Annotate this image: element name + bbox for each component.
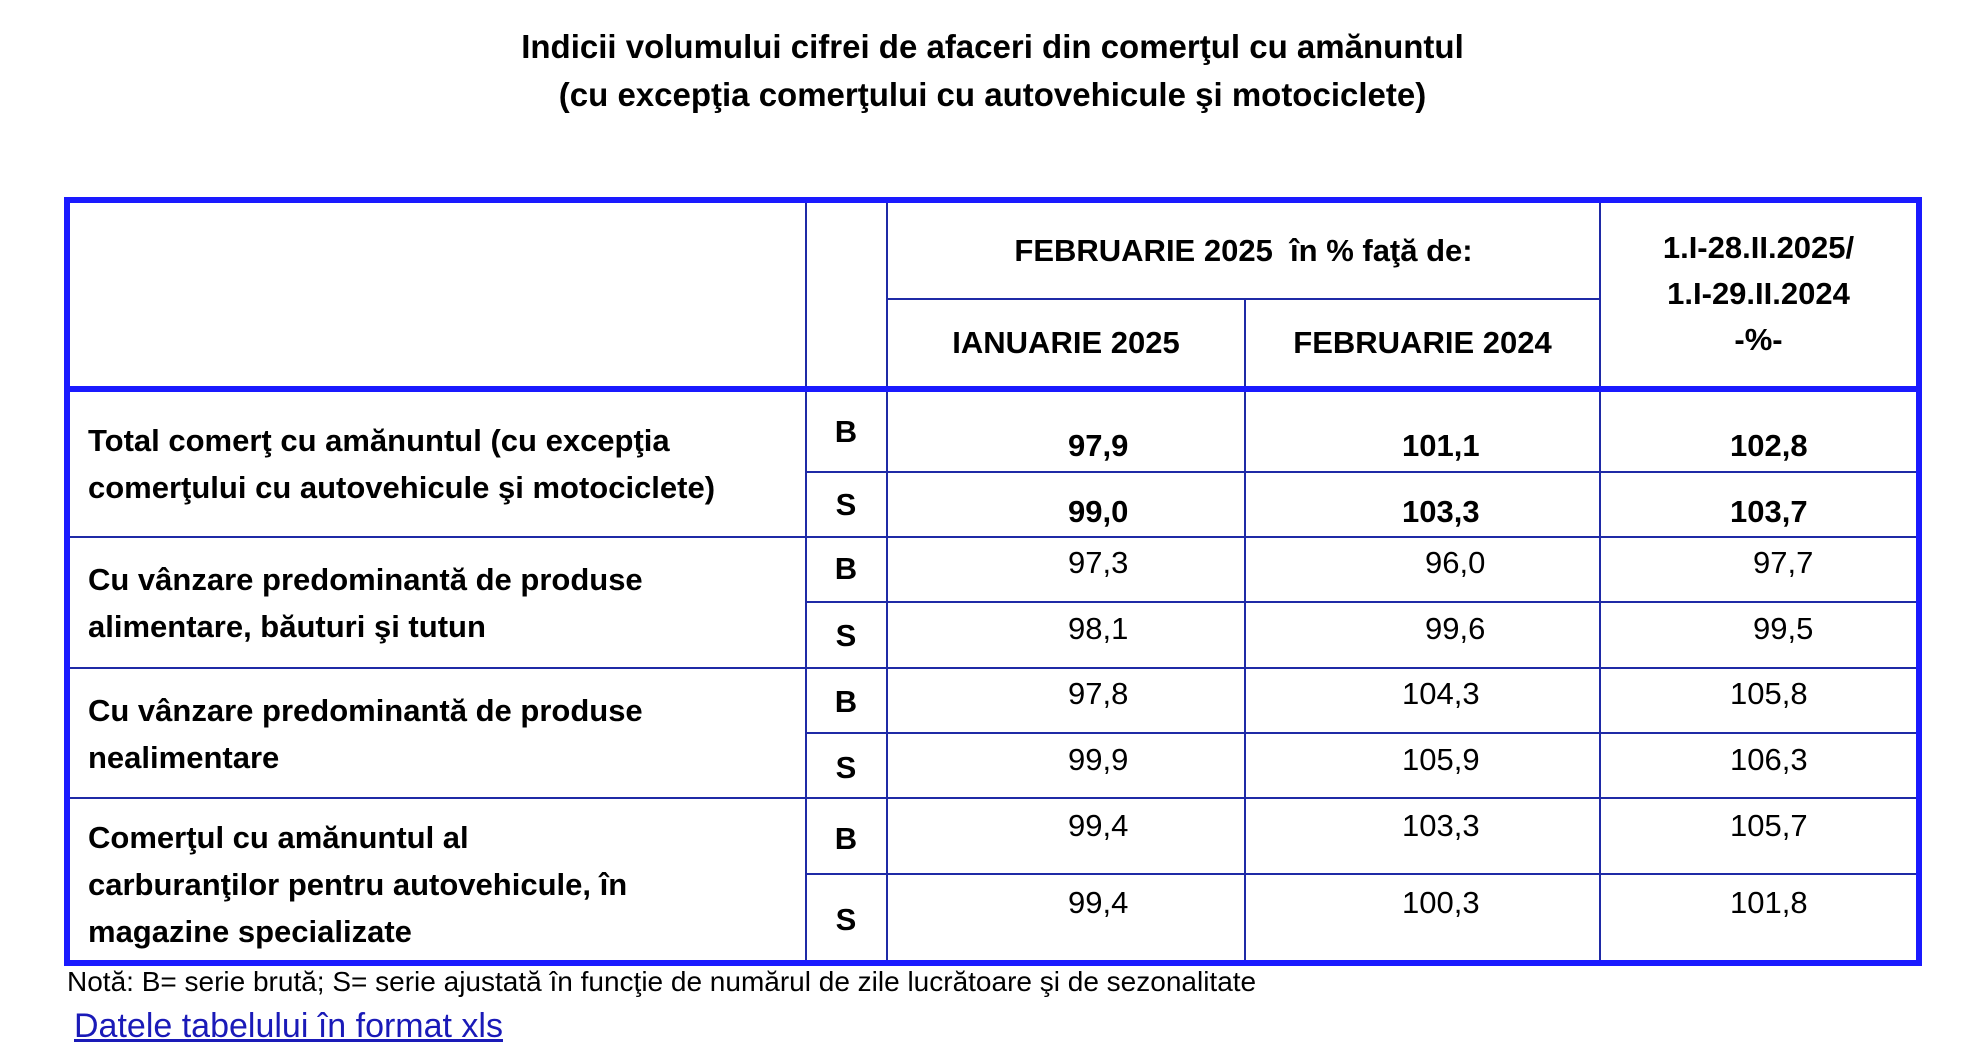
value-cell: 105,9: [1402, 742, 1480, 777]
value-cell: 101,1: [1402, 428, 1480, 463]
header-cumulative-line3: -%-: [1734, 322, 1783, 357]
footnote: Notă: B= serie brută; S= serie ajustată în funcţie de numărul de zile lucrătoare şi de sezonalitate: [67, 966, 1257, 997]
header-body-divider: [70, 386, 1916, 392]
header-col-ianuarie-2025: IANUARIE 2025: [952, 325, 1180, 360]
table-title-line1: Indicii volumului cifrei de afaceri din comerţul cu amănuntul: [521, 28, 1464, 65]
flag-s: S: [835, 902, 857, 937]
value-cell: 98,1: [1068, 611, 1129, 646]
value-cell: 96,0: [1425, 545, 1486, 580]
value-cell: 103,3: [1402, 808, 1480, 843]
value-cell: 103,7: [1730, 494, 1808, 529]
header-col-februarie-2024: FEBRUARIE 2024: [1293, 325, 1552, 360]
flag-b: B: [834, 414, 858, 449]
value-cell: 99,4: [1068, 885, 1129, 920]
flag-b: B: [834, 684, 858, 719]
row-label-alimentare: [88, 556, 808, 650]
label-line: nealimentare: [88, 740, 280, 775]
row4-split: [805, 873, 1916, 875]
value-cell: 102,8: [1730, 428, 1808, 463]
table-title-line2: (cu excepţia comerţului cu autovehicule şi motociclete): [558, 76, 1427, 113]
row-label-carburanti: [88, 814, 808, 955]
value-cell: 99,5: [1753, 611, 1814, 646]
row3-split: [805, 732, 1916, 734]
label-line: Cu vânzare predominantă de produse: [88, 693, 643, 728]
row3-bottom: [70, 797, 1916, 799]
value-cell: 101,8: [1730, 885, 1808, 920]
value-cell: 99,4: [1068, 808, 1129, 843]
label-line: Cu vânzare predominantă de produse: [88, 562, 643, 597]
value-cell: 106,3: [1730, 742, 1808, 777]
header-col-cumulative: [1601, 225, 1916, 363]
value-cell: 97,9: [1068, 428, 1129, 463]
row1-bottom: [70, 536, 1916, 538]
value-cell: 97,7: [1753, 545, 1814, 580]
value-cell: 97,3: [1068, 545, 1129, 580]
value-cell: 100,3: [1402, 885, 1480, 920]
value-cell: 99,0: [1068, 494, 1129, 529]
value-cell: 105,7: [1730, 808, 1808, 843]
col-divider-c1-c2: [1244, 298, 1246, 960]
flag-s: S: [835, 487, 857, 522]
row1-split: [805, 471, 1916, 473]
label-line: alimentare, băuturi şi tutun: [88, 609, 486, 644]
value-cell: 103,3: [1402, 494, 1480, 529]
value-cell: 99,9: [1068, 742, 1129, 777]
header-cumulative-line2: 1.I-29.II.2024: [1667, 276, 1850, 311]
flag-b: B: [834, 551, 858, 586]
flag-b: B: [834, 821, 858, 856]
value-cell: 99,6: [1425, 611, 1486, 646]
xls-download-link[interactable]: Datele tabelului în format xls: [74, 1007, 503, 1045]
value-cell: 97,8: [1068, 676, 1129, 711]
flag-s: S: [835, 618, 857, 653]
label-line: Comerţul cu amănuntul al: [88, 820, 469, 855]
flag-s: S: [835, 750, 857, 785]
header-cumulative-line1: 1.I-28.II.2025/: [1662, 230, 1855, 265]
header-group: FEBRUARIE 2025 în % faţă de:: [1014, 232, 1473, 268]
label-line: carburanţilor pentru autovehicule, în: [88, 867, 628, 902]
label-line: magazine specializate: [88, 914, 412, 949]
value-cell: 105,8: [1730, 676, 1808, 711]
label-line: comerţului cu autovehicule şi motociclete): [88, 470, 716, 505]
row2-bottom: [70, 667, 1916, 669]
row2-split: [805, 601, 1916, 603]
label-line: Total comerţ cu amănuntul (cu excepţia: [88, 423, 670, 458]
value-cell: 104,3: [1402, 676, 1480, 711]
row-label-nealimentare: [88, 687, 808, 781]
row-label-total: [88, 417, 808, 511]
